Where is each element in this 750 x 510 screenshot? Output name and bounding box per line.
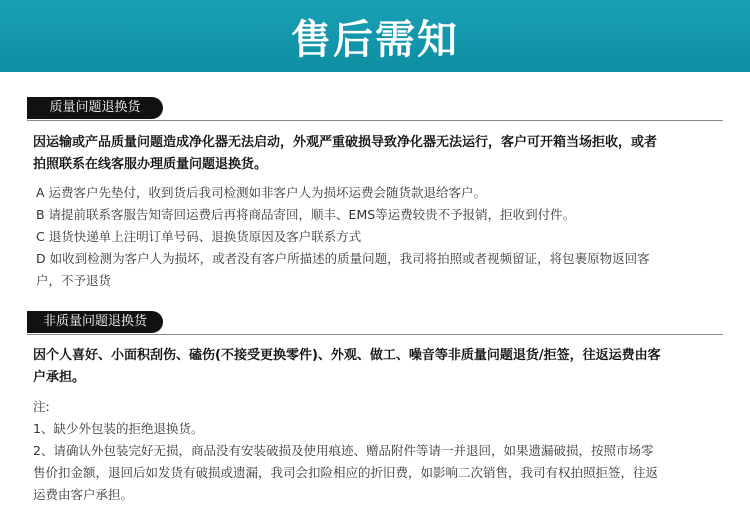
section1-item-a: A 运费客户先垫付，收到货后我司检测如非客户人为损坏运费会随货款退给客户。 <box>36 185 487 200</box>
note-2-line-3: 运费由客户承担。 <box>33 487 134 502</box>
note-label: 注: <box>33 399 50 414</box>
note-2-line-1: 2、请确认外包装完好无损，商品没有安装破损及使用痕迹、赠品附件等请一并退回，如果遗漏破损，按照市场零 <box>33 443 654 458</box>
section-label-quality-return: 质量问题退换货 <box>27 97 163 119</box>
section-divider <box>27 334 723 335</box>
note-2-line-2: 售价扣金额，退回后如发货有破损或遗漏，我司会扣险相应的折旧费，如影响二次销售，我司有权拍照拒签，往返 <box>33 465 659 480</box>
header-banner <box>0 0 750 72</box>
section1-bold-line-1: 因运输或产品质量问题造成净化器无法启动，外观严重破损导致净化器无法运行，客户可开箱当场拒收，或者 <box>33 135 658 150</box>
section1-bold-line-2: 拍照联系在线客服办理质量问题退换货。 <box>33 157 268 172</box>
section2-bold-line-1: 因个人喜好、小面积刮伤、磕伤(不接受更换零件)、外观、做工、噪音等非质量问题退货/拒签，往返运费由客 <box>33 348 661 363</box>
section1-item-d-line-1: D 如收到检测为客户人为损坏，或者没有客户所描述的质量问题，我司将拍照或者视频留证，将包裹原物返回客 <box>36 251 650 266</box>
note-1: 1、缺少外包装的拒绝退换货。 <box>33 421 204 436</box>
section-label-non-quality-return: 非质量问题退换货 <box>27 311 163 333</box>
section1-item-c: C 退货快递单上注明订单号码、退换货原因及客户联系方式 <box>36 229 362 244</box>
section-divider <box>27 120 723 121</box>
section2-bold-line-2: 户承担。 <box>33 370 86 385</box>
section1-item-b: B 请提前联系客服告知寄回运费后再将商品寄回，顺丰、EMS等运费较贵不予报销，拒收到付件。 <box>36 207 576 222</box>
page-title: 售后需知 <box>291 16 459 63</box>
section1-item-d-line-2: 户，不予退货 <box>36 273 112 288</box>
